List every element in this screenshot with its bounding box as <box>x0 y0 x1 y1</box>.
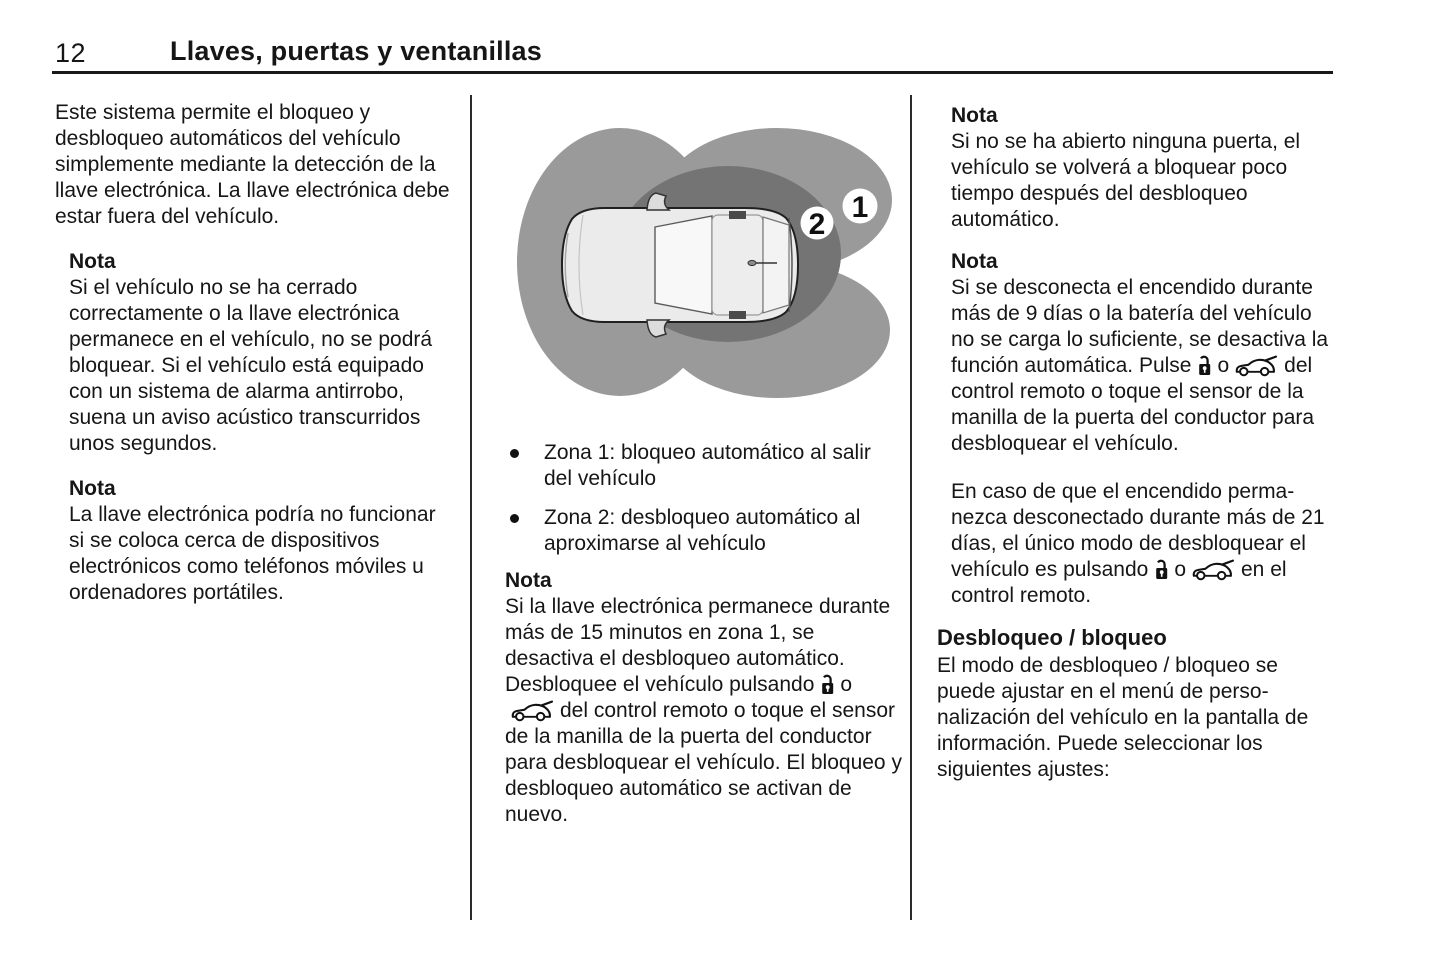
car-tailgate-remote-icon <box>510 700 555 722</box>
section-body: El modo de desbloqueo / bloqueo se puede ajustar en el menú de personalización del vehículo en la pantalla de información. Puede seleccionar los siguientes ajustes: <box>937 654 1309 781</box>
svg-text:2: 2 <box>808 208 826 241</box>
note-body: La llave electrónica podría no funcionar si se coloca cerca de dispositivos electrónicos como teléfonos móviles u ordenadores portátiles. <box>69 503 436 604</box>
car-tailgate-remote-icon <box>1191 559 1236 581</box>
header-rule <box>52 71 1333 74</box>
note-body: Si se desconecta el encendido durante más de 9 días o la batería del vehículo no se carga lo suficiente, se desactiva la función automática. Pulse o del control remoto o toque el sensor de la manilla de la puerta del conductor para desbloquear el vehículo. <box>951 276 1329 455</box>
car-top-view <box>562 193 798 337</box>
unlock-icon <box>819 674 835 695</box>
note-block <box>937 103 1335 233</box>
left-column <box>55 95 455 606</box>
right-column <box>937 95 1335 783</box>
paragraph: En caso de que el encendido permanezca desconectado durante más de 21 días, el único modo de desbloquear el vehículo es pulsando o en el control remoto. <box>951 480 1325 607</box>
svg-text:1: 1 <box>851 191 869 224</box>
note-heading: Nota <box>951 250 998 273</box>
note-block <box>55 476 455 606</box>
list-item <box>505 440 905 492</box>
key-zones-diagram <box>505 115 925 415</box>
bullet-icon <box>510 449 519 458</box>
page-number: 12 <box>55 38 87 68</box>
note-body: Si no se ha abierto ninguna puerta, el vehículo se volverá a bloquear poco tiempo después del desbloqueo automático. <box>951 130 1301 231</box>
bullet-icon <box>510 514 519 523</box>
note-block <box>937 249 1335 457</box>
list-item <box>505 505 905 557</box>
column-divider-left <box>470 95 472 920</box>
note-heading: Nota <box>69 250 116 273</box>
page-title: Llaves, puertas y ventanillas <box>170 36 542 66</box>
note-heading: Nota <box>505 569 552 592</box>
note-body: Si la llave electrónica permanece durante más de 15 minutos en zona 1, se desactiva el desbloqueo automático. Desbloquee el vehículo pulsando odel control remoto o toque el sensor de la manilla de la puerta del conductor para desbloquear el vehículo. El bloqueo y desbloqueo automático se activan de nuevo. <box>505 595 902 826</box>
bullet-text: Zona 2: desbloqueo automático al aproximarse al vehículo <box>544 506 861 555</box>
note-heading: Nota <box>951 104 998 127</box>
car-tailgate-remote-icon <box>1234 355 1279 377</box>
rear-window <box>763 217 789 313</box>
note-heading: Nota <box>69 477 116 500</box>
unlock-icon <box>1153 559 1169 580</box>
windshield <box>655 216 712 314</box>
middle-column-text <box>505 440 905 828</box>
unlock-icon <box>1196 355 1212 376</box>
note-block <box>55 249 455 457</box>
note-block <box>505 568 905 828</box>
intro-paragraph: Este sistema permite el bloqueo y desbloqueo automáticos del vehículo simplemente mediante la detección de la llave electrónica. La llave electrónica debe estar fuera del vehículo. <box>55 101 450 228</box>
bullet-text: Zona 1: bloqueo automático al salir del vehículo <box>544 441 871 490</box>
note-body: Si el vehículo no se ha cerrado correctamente o la llave electrónica permanece en el vehículo, no se podrá bloquear. Si el vehículo está equipado con un sistema de alarma antirrobo, suena un aviso acústico transcurridos unos segundos. <box>69 276 433 455</box>
middle-column <box>505 95 905 828</box>
section-heading: Desbloqueo / bloqueo <box>937 625 1167 650</box>
